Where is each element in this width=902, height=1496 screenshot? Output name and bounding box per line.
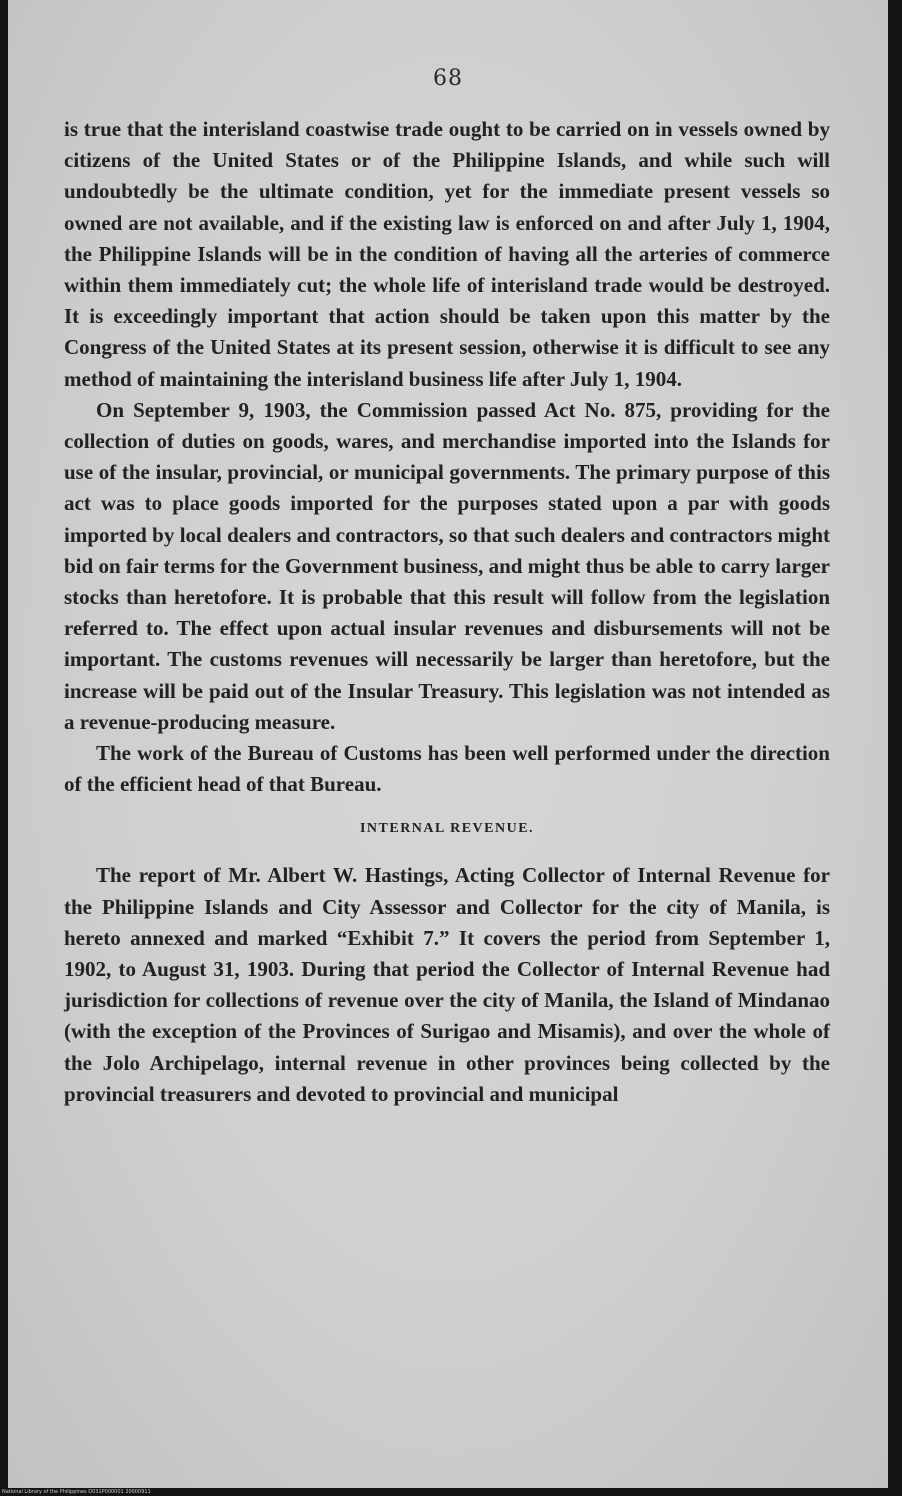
footer-text: National Library of the Philippines D031P000001 20000911 (2, 1489, 151, 1495)
paragraph-bureau-customs: The work of the Bureau of Customs has been well performed under the direction of the efficient head of that Bureau. (64, 741, 830, 797)
paragraph-internal-revenue: The report of Mr. Albert W. Hastings, Acting Collector of Internal Revenue for the Philippine Islands and City Assessor and Collector for the city of Manila, is hereto annexed and marked “Exhibit 7.” It covers the period from September 1, 1902, to August 31, 1903. During that period the Collector of Internal Revenue had jurisdiction for collections of revenue over the city of Manila, the Island of Mindanao (with the exception of the Provinces of Surigao and Misamis), and over the whole of the Jolo Archipelago, internal revenue in other provinces being collected by the provincial treasurers and devoted to provincial and municipal (64, 863, 830, 1106)
paragraph-act-875: On September 9, 1903, the Commission passed Act No. 875, providing for the collection of duties on goods, wares, and merchandise imported into the Islands for use of the insular, provincial, or municipal governments. The primary purpose of this act was to place goods imported for the purposes stated upon a par with goods imported by local dealers and contractors, so that such dealers and contractors might bid on fair terms for the Government business, and might thus be able to carry larger stocks than heretofore. It is probable that this result will follow from the legislation referred to. The effect upon actual insular revenues and disbursements will not be important. The customs revenues will necessarily be larger than heretofore, but the increase will be paid out of the Insular Treasury. This legislation was not intended as a revenue-producing measure. (64, 397, 830, 734)
body-text (64, 114, 830, 1110)
paragraph-continuation: is true that the interisland coastwise trade ought to be carried on in vessels owned by citizens of the United States or of the Philippine Islands, and while such will undoubtedly be the ultimate condition, yet for the immediate present vessels so owned are not available, and if the existing law is enforced on and after July 1, 1904, the Philippine Islands will be in the condition of having all the arteries of commerce within them immediately cut; the whole life of interisland trade would be destroyed. It is exceedingly important that action should be taken upon this matter by the Congress of the United States at its present session, otherwise it is difficult to see any method of maintaining the interisland business life after July 1, 1904. (64, 117, 830, 391)
page-number: 68 (433, 66, 463, 91)
section-heading: INTERNAL REVENUE. (359, 821, 535, 837)
document-page (8, 0, 888, 1488)
